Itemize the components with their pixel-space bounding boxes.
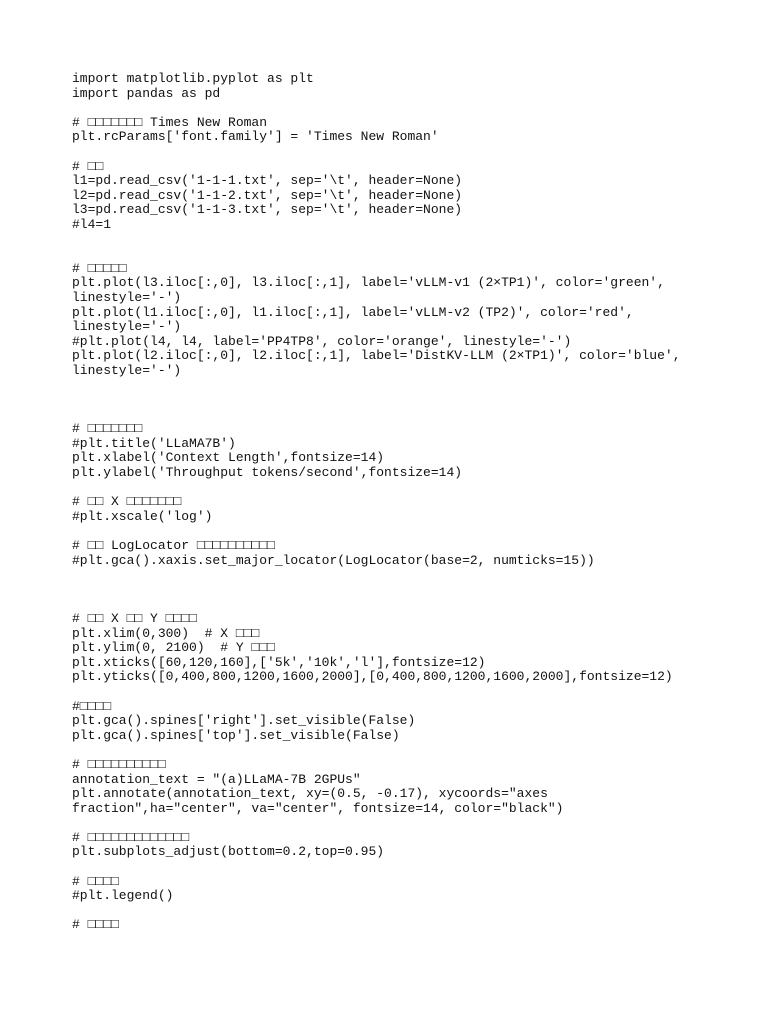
code-line: # □□ LogLocator □□□□□□□□□□: [72, 538, 275, 553]
code-line: l1=pd.read_csv('1-1-1.txt', sep='\t', header=None): [72, 173, 463, 189]
code-line: #plt.xscale('log'): [72, 508, 213, 524]
code-line: [72, 393, 732, 408]
code-line: # □□□□□□□□□□: [72, 756, 166, 772]
code-line: # □□ X □□□□□□□: [72, 494, 182, 510]
code-line: [72, 378, 732, 393]
code-line: [72, 904, 732, 919]
code-line: [72, 481, 732, 496]
code-line: plt.rcParams['font.family'] = 'Times New Roman': [72, 129, 439, 145]
code-line: #l4=1: [72, 216, 112, 232]
code-line: linestyle='-'): [72, 319, 182, 335]
code-line: [72, 743, 732, 758]
code-line: annotation_text = "(a)LLaMA-7B 2GPUs": [72, 771, 361, 787]
code-line: [72, 247, 732, 262]
code-line: # □□: [72, 158, 104, 174]
code-line: plt.annotate(annotation_text, xy=(0.5, -0.17), xycoords="axes: [72, 786, 548, 802]
code-block: [72, 72, 732, 933]
code-line: [72, 583, 732, 598]
code-line: [72, 685, 732, 700]
code-line: l3=pd.read_csv('1-1-3.txt', sep='\t', header=None): [72, 202, 463, 218]
code-line: [72, 233, 732, 248]
code-line: # □□□□: [72, 917, 119, 933]
code-line: plt.gca().spines['right'].set_visible(False): [72, 713, 416, 729]
code-line: [72, 524, 732, 539]
code-line: plt.xlim(0,300) # X □□□: [72, 625, 260, 641]
code-line: # □□□□□□□□□□□□□: [72, 829, 190, 845]
code-line: [72, 816, 732, 831]
code-line: [72, 597, 732, 612]
code-line: # □□□□: [72, 873, 119, 889]
code-line: # □□□□□□□ Times New Roman: [72, 114, 268, 130]
code-line: plt.gca().spines['top'].set_visible(False): [72, 727, 400, 743]
code-line: #plt.gca().xaxis.set_major_locator(LogLocator(base=2, numticks=15)): [72, 552, 595, 568]
code-line: import pandas as pd: [72, 85, 221, 101]
code-line: fraction",ha="center", va="center", fontsize=14, color="black"): [72, 800, 564, 816]
code-line: [72, 101, 732, 116]
code-line: plt.subplots_adjust(bottom=0.2,top=0.95): [72, 844, 385, 860]
code-line: plt.yticks([0,400,800,1200,1600,2000],[0,400,800,1200,1600,2000],fontsize=12): [72, 669, 673, 685]
code-line: #plt.title('LLaMA7B'): [72, 435, 236, 451]
code-line: [72, 860, 732, 875]
code-line: #plt.plot(l4, l4, label='PP4TP8', color='orange', linestyle='-'): [72, 333, 572, 349]
code-line: plt.ylim(0, 2100) # Y □□□: [72, 640, 275, 656]
code-line: plt.plot(l3.iloc[:,0], l3.iloc[:,1], label='vLLM-v1 (2×TP1)', color='green',: [72, 275, 665, 291]
code-line: plt.ylabel('Throughput tokens/second',fontsize=14): [72, 465, 463, 481]
code-line: linestyle='-'): [72, 362, 182, 378]
code-line: [72, 145, 732, 160]
code-line: l2=pd.read_csv('1-1-2.txt', sep='\t', header=None): [72, 187, 463, 203]
code-line: [72, 408, 732, 423]
code-line: [72, 568, 732, 583]
code-line: import matplotlib.pyplot as plt: [72, 71, 314, 86]
code-line: # □□□□□□□: [72, 421, 143, 437]
code-line: plt.plot(l2.iloc[:,0], l2.iloc[:,1], label='DistKV-LLM (2×TP1)', color='blue',: [72, 348, 681, 364]
code-line: #plt.legend(): [72, 888, 174, 904]
code-line: # □□ X □□ Y □□□□: [72, 610, 197, 626]
code-line: plt.xlabel('Context Length',fontsize=14): [72, 450, 385, 466]
code-line: plt.plot(l1.iloc[:,0], l1.iloc[:,1], label='vLLM-v2 (TP2)', color='red',: [72, 304, 634, 320]
code-line: plt.xticks([60,120,160],['5k','10k','l'],fontsize=12): [72, 654, 486, 670]
code-line: #□□□□: [72, 698, 112, 714]
code-line: linestyle='-'): [72, 289, 182, 305]
code-line: # □□□□□: [72, 260, 127, 276]
